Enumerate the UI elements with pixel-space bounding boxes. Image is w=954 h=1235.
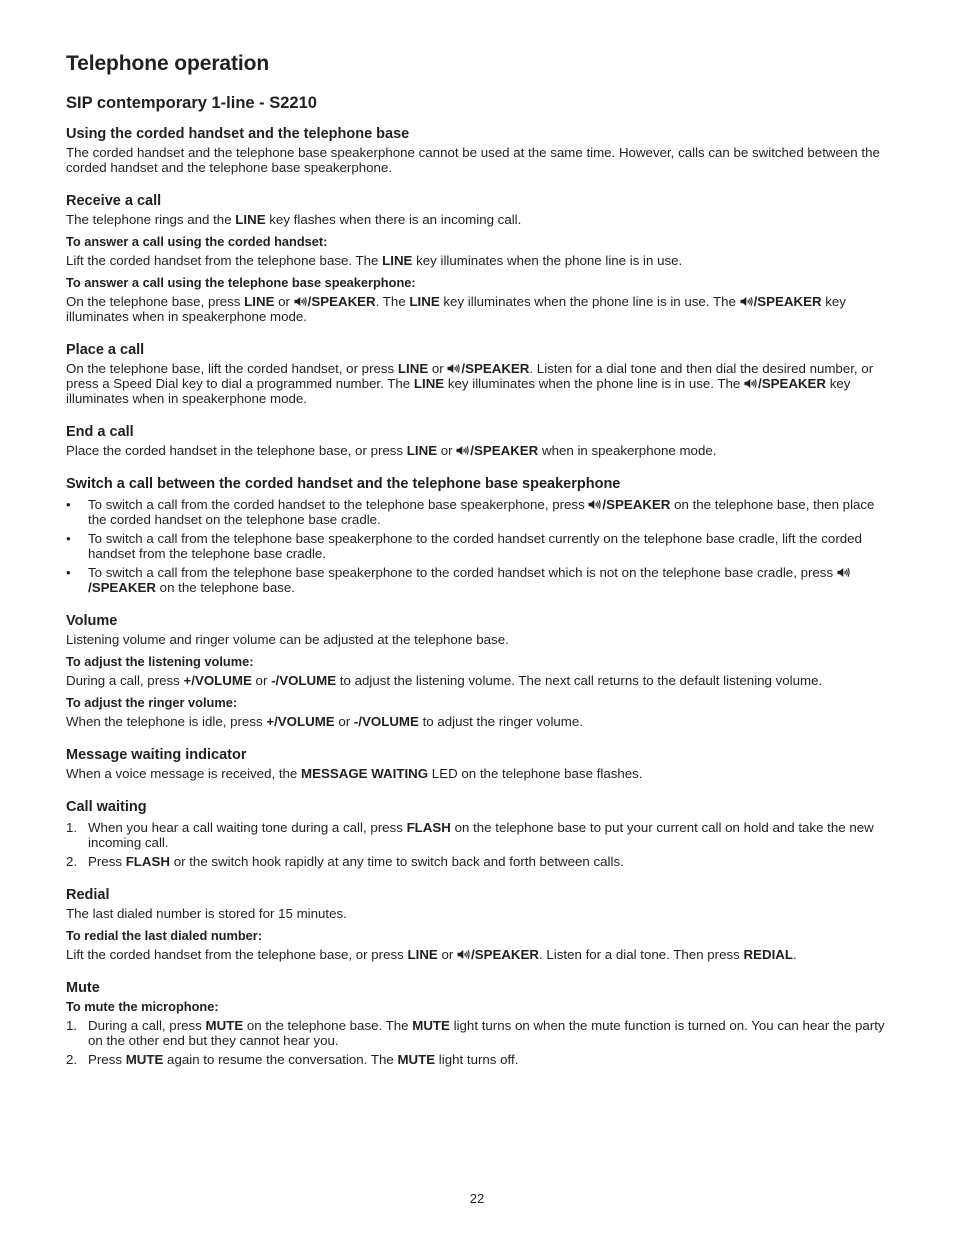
text-run: when in speakerphone mode. [538,443,717,458]
text-run: The telephone rings and the [66,212,236,227]
section-heading: End a call [66,424,134,440]
key-label: /SPEAKER [470,443,539,458]
subheading: To mute the microphone: [66,999,219,1014]
text-run: To switch a call from the telephone base speakerphone to the corded handset which is not on the telephone base cradle, press [88,565,837,580]
section-corded [66,125,888,175]
section-heading: Volume [66,613,118,629]
key-label: LINE [407,947,438,962]
key-label: LINE [244,294,275,309]
key-label: /SPEAKER [758,376,827,391]
paragraph [66,766,888,781]
speaker-icon [588,499,601,510]
text-run: key illuminates when the phone line is in use. The [444,376,745,391]
text-run: on the telephone base to put your current call on hold and take the new incoming call. [88,820,874,850]
text-run: During a call, press [66,673,184,688]
key-label: LINE [382,253,413,268]
section-heading: Using the corded handset and the telephone base [66,126,410,142]
bullet-icon: • [66,497,71,512]
text-run: or [437,947,458,962]
text-run: . Listen for a dial tone and then dial the desired number, or press a Speed Dial key to dial a programmed number. The [66,361,874,391]
key-label: MUTE [397,1052,436,1067]
numbered-list [66,1018,888,1067]
speaker-icon [744,378,757,389]
paragraph [66,294,888,324]
text-run: When you hear a call waiting tone during a call, press [88,820,407,835]
text-run: LED on the telephone base flashes. [428,766,643,781]
key-label: MUTE [205,1018,244,1033]
section-callwaiting [66,798,888,869]
text-run: Place the corded handset in the telephone base, or press [66,443,407,458]
list-item [66,820,888,850]
paragraph [66,673,888,688]
text-run: key flashes when there is an incoming call. [265,212,522,227]
paragraph [66,632,888,647]
text-run: to adjust the listening volume. The next call returns to the default listening volume. [336,673,823,688]
key-label: -/VOLUME [353,714,419,729]
text-run: On the telephone base, lift the corded handset, or press [66,361,398,376]
list-item [66,1018,888,1048]
paragraph [66,212,888,227]
text-run: When the telephone is idle, press [66,714,267,729]
text-run: light turns on when the mute function is turned on. You can hear the party on the other end but they cannot hear you. [88,1018,885,1048]
item-number: 2. [66,1052,78,1067]
text-run: on the telephone base, then place the corded handset on the telephone base cradle. [88,497,875,527]
speaker-icon [457,949,470,960]
key-label: /SPEAKER [471,947,539,962]
section-redial [66,886,888,962]
text-run: To switch a call from the telephone base speakerphone to the corded handset currently on the telephone base cradle, lift the corded handset from the telephone base cradle. [88,531,862,561]
key-label: MUTE [125,1052,164,1067]
key-label: LINE [397,361,429,376]
numbered-list [66,820,888,869]
paragraph [66,947,888,962]
bullet-icon: • [66,565,71,580]
content [66,125,888,1071]
section-volume [66,612,888,729]
text-run: The corded handset and the telephone base speakerphone cannot be used at the same time. However, calls can be switched between the corded handset and the telephone base speakerphone. [66,145,880,175]
key-label: /SPEAKER [461,361,530,376]
list-item [66,1052,888,1067]
text-run: . [793,947,797,962]
key-label: MUTE [412,1018,450,1033]
key-label: /SPEAKER [753,294,822,309]
speaker-icon [294,296,307,307]
speaker-icon [837,567,850,578]
text-run: or [437,443,457,458]
speaker-icon [456,445,469,456]
list-item [66,854,888,869]
speaker-icon [447,363,460,374]
key-label: LINE [235,212,266,227]
key-label: FLASH [125,854,171,869]
text-run: During a call, press [88,1018,206,1033]
text-run: or [274,294,294,309]
section-heading: Place a call [66,342,145,358]
key-label: -/VOLUME [271,673,337,688]
subheading: To adjust the ringer volume: [66,695,238,710]
item-number: 1. [66,820,78,835]
text-run: light turns off. [435,1052,519,1067]
text-run: When a voice message is received, the [66,766,302,781]
item-number: 2. [66,854,78,869]
key-label: MESSAGE WAITING [301,766,429,781]
key-label: /SPEAKER [307,294,376,309]
section-mwi [66,746,888,781]
paragraph [66,253,888,268]
list-item [66,497,888,527]
text-run: Listening volume and ringer volume can be adjusted at the telephone base. [66,632,509,647]
text-run: or the switch hook rapidly at any time to switch back and forth between calls. [170,854,624,869]
text-run: again to resume the conversation. The [163,1052,398,1067]
key-label: FLASH [406,820,451,835]
paragraph [66,714,888,729]
text-run: The last dialed number is stored for 15 minutes. [66,906,347,921]
key-label: REDIAL [743,947,793,962]
key-label: LINE [406,443,438,458]
key-label: +/VOLUME [183,673,252,688]
section-heading: Message waiting indicator [66,747,247,763]
text-run: . The [375,294,410,309]
subheading: To adjust the listening volume: [66,654,254,669]
section-heading: Switch a call between the corded handset and the telephone base speakerphone [66,476,621,492]
bullet-list [66,497,888,595]
text-run: Lift the corded handset from the telephone base, or press [66,947,408,962]
text-run: on the telephone base. [155,580,295,595]
section-heading: Mute [66,980,100,996]
text-run: key illuminates when the phone line is in use. The [439,294,740,309]
subheading: To answer a call using the telephone base speakerphone: [66,275,416,290]
text-run: key illuminates when the phone line is in use. [412,253,683,268]
key-label: LINE [409,294,440,309]
section-end [66,423,888,458]
speaker-icon [740,296,753,307]
section-switch [66,475,888,595]
list-item [66,531,888,561]
section-place [66,341,888,406]
section-receive [66,192,888,324]
text-run: . Listen for a dial tone. Then press [539,947,744,962]
text-run: Press [88,854,126,869]
text-run: or [334,714,354,729]
section-heading: Call waiting [66,799,147,815]
text-run: Press [88,1052,126,1067]
text-run: On the telephone base, press [66,294,245,309]
text-run: or [251,673,272,688]
text-run: to adjust the ringer volume. [418,714,583,729]
item-number: 1. [66,1018,78,1033]
key-label: /SPEAKER [88,580,156,595]
paragraph [66,443,888,458]
list-item [66,565,888,595]
page-subtitle: SIP contemporary 1-line - S2210 [66,94,317,112]
text-run: or [428,361,448,376]
section-heading: Receive a call [66,193,162,209]
subheading: To redial the last dialed number: [66,928,263,943]
text-run: Lift the corded handset from the telephone base. The [66,253,383,268]
key-label: +/VOLUME [266,714,335,729]
paragraph [66,145,888,175]
section-mute [66,979,888,1067]
bullet-icon: • [66,531,71,546]
subheading: To answer a call using the corded handset: [66,234,328,249]
page-title: Telephone operation [66,52,270,75]
key-label: /SPEAKER [602,497,671,512]
key-label: LINE [413,376,445,391]
paragraph [66,906,888,921]
section-heading: Redial [66,887,110,903]
paragraph [66,361,888,406]
text-run: key illuminates when in speakerphone mode. [66,294,846,324]
text-run: key illuminates when in speakerphone mode. [66,376,851,406]
text-run: To switch a call from the corded handset to the telephone base speakerphone, press [88,497,589,512]
text-run: on the telephone base. The [243,1018,413,1033]
page-number: 22 [469,1191,485,1206]
